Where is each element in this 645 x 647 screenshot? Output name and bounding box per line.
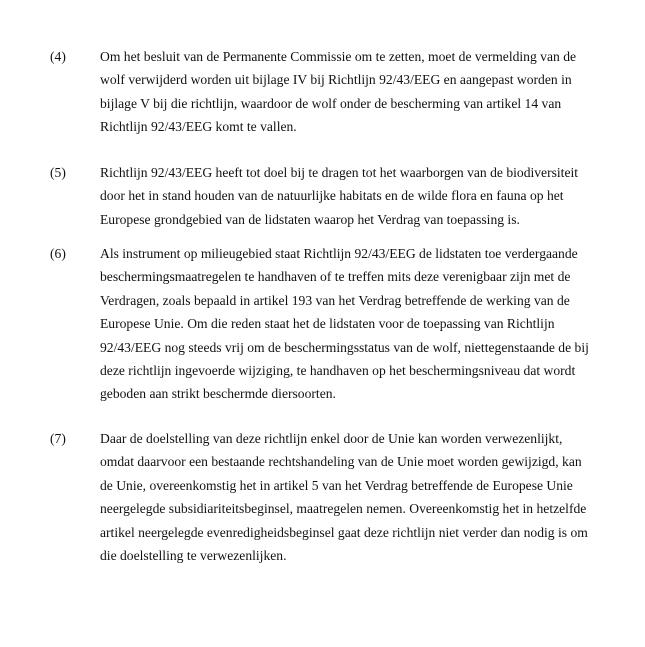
text-line: Richtlijn 92/43/EEG komt te vallen.	[100, 119, 297, 135]
recital-number: (7)	[50, 431, 66, 446]
text-line: die doelstelling te verwezenlijken.	[100, 548, 287, 564]
text-line: Om het besluit van de Permanente Commissie om te zetten, moet de vermelding van de	[100, 49, 577, 64]
text-line: Richtlijn 92/43/EEG heeft tot doel bij te dragen tot het waarborgen van de biodiversiteit	[100, 165, 579, 180]
text-line: Europese grondgebied van de lidstaten waarop het Verdrag van toepassing is.	[100, 211, 520, 227]
text-line: Europese Unie. Om die reden staat het de lidstaten voor de toepassing van Richtlijn	[100, 316, 555, 332]
text-line: omdat daarvoor een bestaande rechtshandeling van de Unie moet worden gewijzigd, kan	[100, 454, 582, 470]
recital-text	[100, 242, 620, 406]
text-line: Als instrument op milieugebied staat Richtlijn 92/43/EEG de lidstaten toe verdergaande	[100, 246, 578, 261]
text-line: 92/43/EEG nog steeds vrij om de beschermingsstatus van de wolf, niettegenstaande de bij	[100, 339, 589, 355]
text-line: geboden aan strikt beschermde diersoorten.	[100, 386, 336, 402]
recital-number: (5)	[50, 165, 66, 180]
recital-number: (6)	[50, 246, 66, 261]
text-line: artikel neergelegde evenredigheidsbeginsel gaat deze richtlijn niet verder dan nodig is om	[100, 524, 588, 540]
text-line: beschermingsmaatregelen te handhaven of te treffen mits deze verenigbaar zijn met de	[100, 269, 571, 285]
text-line: wolf verwijderd worden uit bijlage IV bij Richtlijn 92/43/EEG en aangepast worden in	[100, 72, 572, 88]
text-line: Daar de doelstelling van deze richtlijn enkel door de Unie kan worden verwezenlijkt,	[100, 431, 563, 446]
text-line: Verdragen, zoals bepaald in artikel 193 van het Verdrag betreffende de werking van de	[100, 292, 570, 308]
text-line: bijlage V bij die richtlijn, waardoor de wolf onder de bescherming van artikel 14 van	[100, 95, 562, 111]
recital-text	[100, 161, 620, 231]
recital-number: (4)	[50, 49, 66, 64]
text-line: deze richtlijn ingevoerde wijziging, te handhaven op het beschermingsniveau dat wordt	[100, 363, 576, 379]
text-line: de Unie, overeenkomstig het in artikel 5 van het Verdrag betreffende de Europese Unie	[100, 477, 573, 493]
text-line: door het in stand houden van de natuurlijke habitats en de wilde flora en fauna op het	[100, 188, 564, 204]
recital-text	[100, 427, 620, 567]
text-line: neergelegde subsidiariteitsbeginsel, maatregelen nemen. Overeenkomstig het in hetzelfde	[100, 501, 587, 517]
recital-text	[100, 45, 620, 139]
